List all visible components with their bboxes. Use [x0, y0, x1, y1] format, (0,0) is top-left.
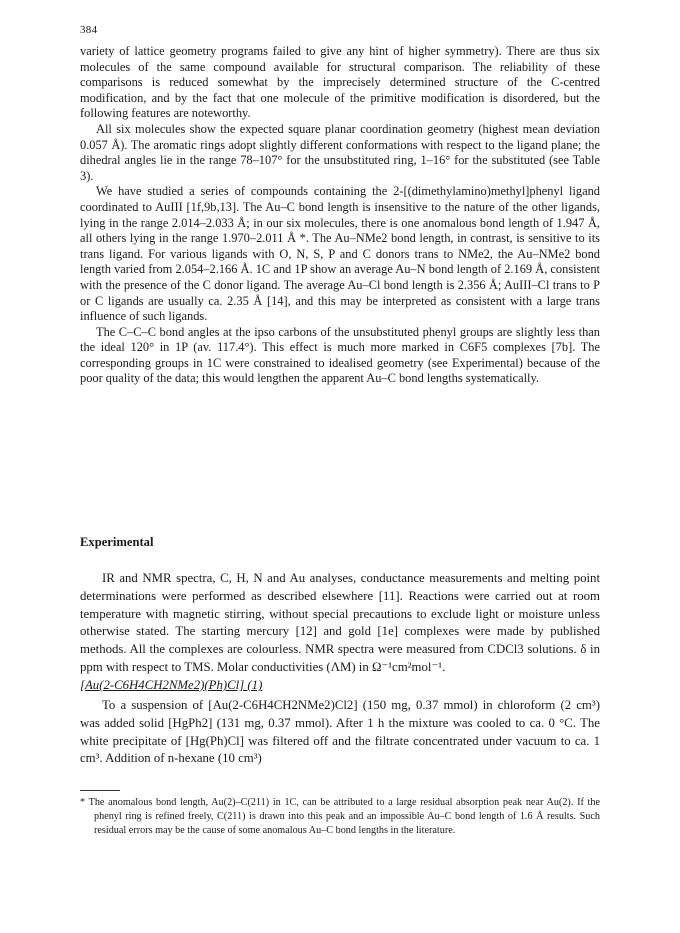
discussion-paragraph-4: The C–C–C bond angles at the ipso carbons of the unsubstituted phenyl groups are slightly less than the ideal 120° in 1P (av. 117.4°). This effect is much more marked in C6F5 complexes [7b]. The corresponding groups in 1C were constrained to idealised geometry (see Experimental) because of the poor quality of the data; this would lengthen the apparent Au–C bond lengths systematically.	[80, 324, 600, 386]
footnote-rule	[80, 790, 120, 791]
discussion-section	[80, 44, 600, 387]
compound-subheading: [Au(2-C6H4CH2NMe2)(Ph)Cl] (1)	[80, 678, 263, 692]
experimental-paragraph-2: To a suspension of [Au(2-C6H4CH2NMe2)Cl2] (150 mg, 0.37 mmol) in chloroform (2 cm³) was added solid [HgPh2] (131 mg, 0.37 mmol). After 1 h the mixture was cooled to ca. 0 °C. The white precipitate of [Hg(Ph)Cl] was filtered off and the filtrate concentrated under vacuum to ca. 1 cm³. Addition of n-hexane (10 cm³)	[80, 698, 600, 766]
footnote-text: * The anomalous bond length, Au(2)–C(211) in 1C, can be attributed to a large residual absorption peak near Au(2). If the phenyl ring is refined freely, C(211) is drawn into this peak and an impossible Au–C bond length of 1.6 Å results. Such residual errors may be the cause of some anomalous Au–C bond lengths in the literature.	[80, 797, 600, 836]
compound-procedure	[80, 697, 600, 768]
discussion-paragraph-3: We have studied a series of compounds containing the 2-[(dimethylamino)methyl]phenyl ligand coordinated to AuIII [1f,9b,13]. The Au–C bond length is insensitive to the nature of the other ligands, lying in the range 2.014–2.033 Å; in our six molecules, there is one anomalous bond length of 1.947 Å, all others lying in the range 1.970–2.011 Å *. The Au–NMe2 bond length, in contrast, is sensitive to its trans ligand. For various ligands with O, N, S, P and C donors trans to NMe2, the Au–NMe2 bond length varied from 2.054–2.166 Å. 1C and 1P show an average Au–N bond length of 2.169 Å, consistent with the presence of the C donor ligand. The average Au–Cl bond length is 2.356 Å; AuIII–Cl trans to P or C ligands are usually ca. 2.35 Å [14], and this may be interpreted as consistent with a large trans influence of such ligands.	[80, 184, 600, 324]
experimental-paragraph-1: IR and NMR spectra, C, H, N and Au analyses, conductance measurements and melting point determinations were performed as described elsewhere [11]. Reactions were carried out at room temperature with magnetic stirring, without special precautions to exclude light or moisture unless otherwise stated. The starting mercury [12] and gold [1e] complexes were made by published methods. All the complexes are colourless. NMR spectra were measured from CDCl3 solutions. δ in ppm with respect to TMS. Molar conductivities (ΛM) in Ω⁻¹cm²mol⁻¹.	[80, 571, 600, 674]
page-number: 384	[80, 24, 98, 36]
experimental-heading: Experimental	[80, 535, 154, 549]
discussion-paragraph-1: variety of lattice geometry programs failed to give any hint of higher symmetry). There are thus six molecules of the same compound available for structural comparison. The reliability of these comparisons is reduced somewhat by the imprecisely determined structure of the C-centred modification, and by the fact that one molecule of the primitive modification is disordered, but the following features are noteworthy.	[80, 44, 600, 121]
footnote	[80, 796, 600, 838]
experimental-section	[80, 570, 600, 677]
discussion-paragraph-2: All six molecules show the expected square planar coordination geometry (highest mean deviation 0.057 Å). The aromatic rings adopt slightly different conformations with respect to the ligand plane; the dihedral angles lie in the range 78–107° for the unsubstituted ring, 1–16° for the substituted (see Table 3).	[80, 121, 600, 183]
